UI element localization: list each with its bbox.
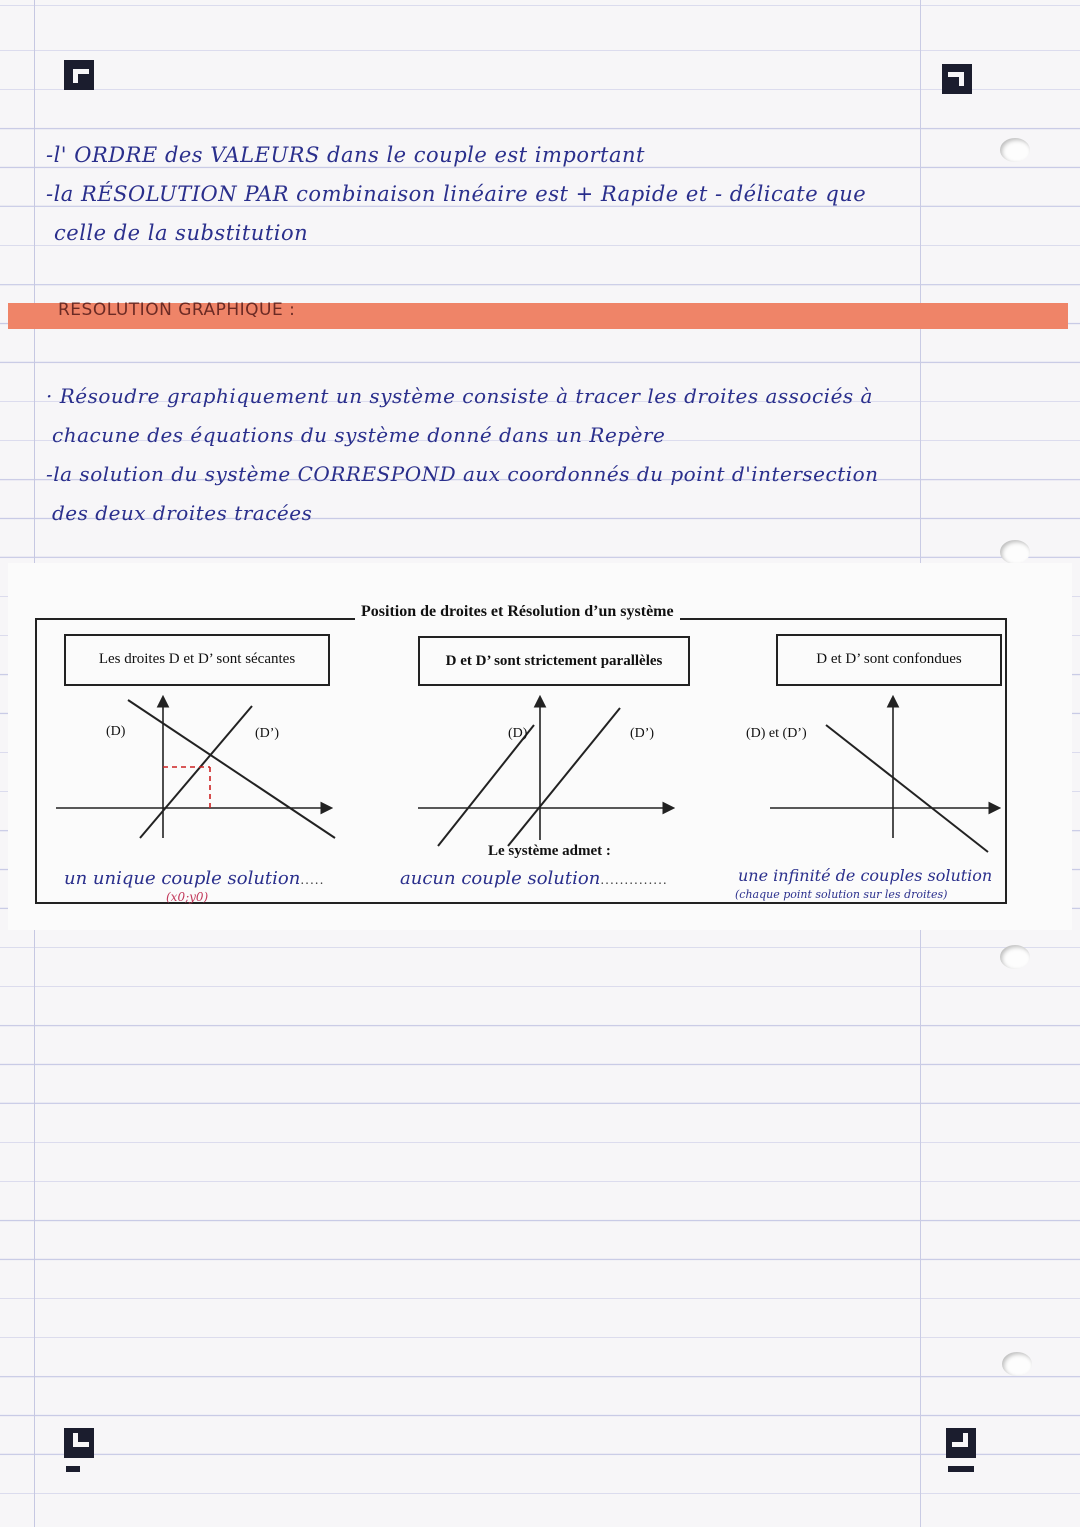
answer-confondues-text: une infinité de couples solution [738,866,993,885]
label-d-prime: (D’) [630,726,655,741]
label-d: (D) [508,726,528,741]
systeme-admet-label: Le système admet : [488,843,611,859]
answer-secantes-note: (x0;y0) [166,890,209,904]
diagram-title: Position de droites et Résolution d’un système [355,603,680,621]
label-d: (D) [106,724,126,739]
body-line-4: des deux droites tracées [52,501,313,525]
note-line-1: -l' ORDRE des VALEURS dans le couple est important [46,143,645,167]
label-d-prime: (D’) [255,726,280,741]
body-line-2: chacune des équations du système donné dans un Repère [52,423,666,447]
answer-confondues-note: (chaque point solution sur les droites) [735,888,948,901]
label-d-and-d-prime: (D) et (D’) [746,726,807,741]
answer-paralleles-text: aucun couple solution [400,868,601,889]
graph-confondues [746,698,998,852]
line-d-and-d-prime [826,725,988,852]
section-title: RESOLUTION GRAPHIQUE : [58,300,296,320]
answer-secantes-text: un unique couple solution [64,868,301,889]
case-paralleles-heading: D et D’ sont strictement parallèles [418,636,690,686]
body-line-1: · Résoudre graphiquement un système consiste à tracer les droites associés à [46,384,873,408]
body-line-3: -la solution du système CORRESPOND aux coordonnés du point d'intersection [46,462,879,486]
graph-secantes [56,698,335,838]
answer-paralleles: aucun couple solution.............. [400,868,668,889]
answer-confondues [738,866,992,885]
note-line-3: celle de la substitution [54,221,309,245]
note-line-2: -la RÉSOLUTION PAR combinaison linéaire est + Rapide et - délicate que [46,182,867,206]
graph-paralleles [418,698,672,846]
case-confondues-heading: D et D’ sont confondues [776,634,1002,686]
line-d [438,725,534,846]
case-secantes-heading: Les droites D et D’ sont sécantes [64,634,330,686]
answer-secantes: un unique couple solution..... [64,868,325,889]
line-d [128,700,335,838]
